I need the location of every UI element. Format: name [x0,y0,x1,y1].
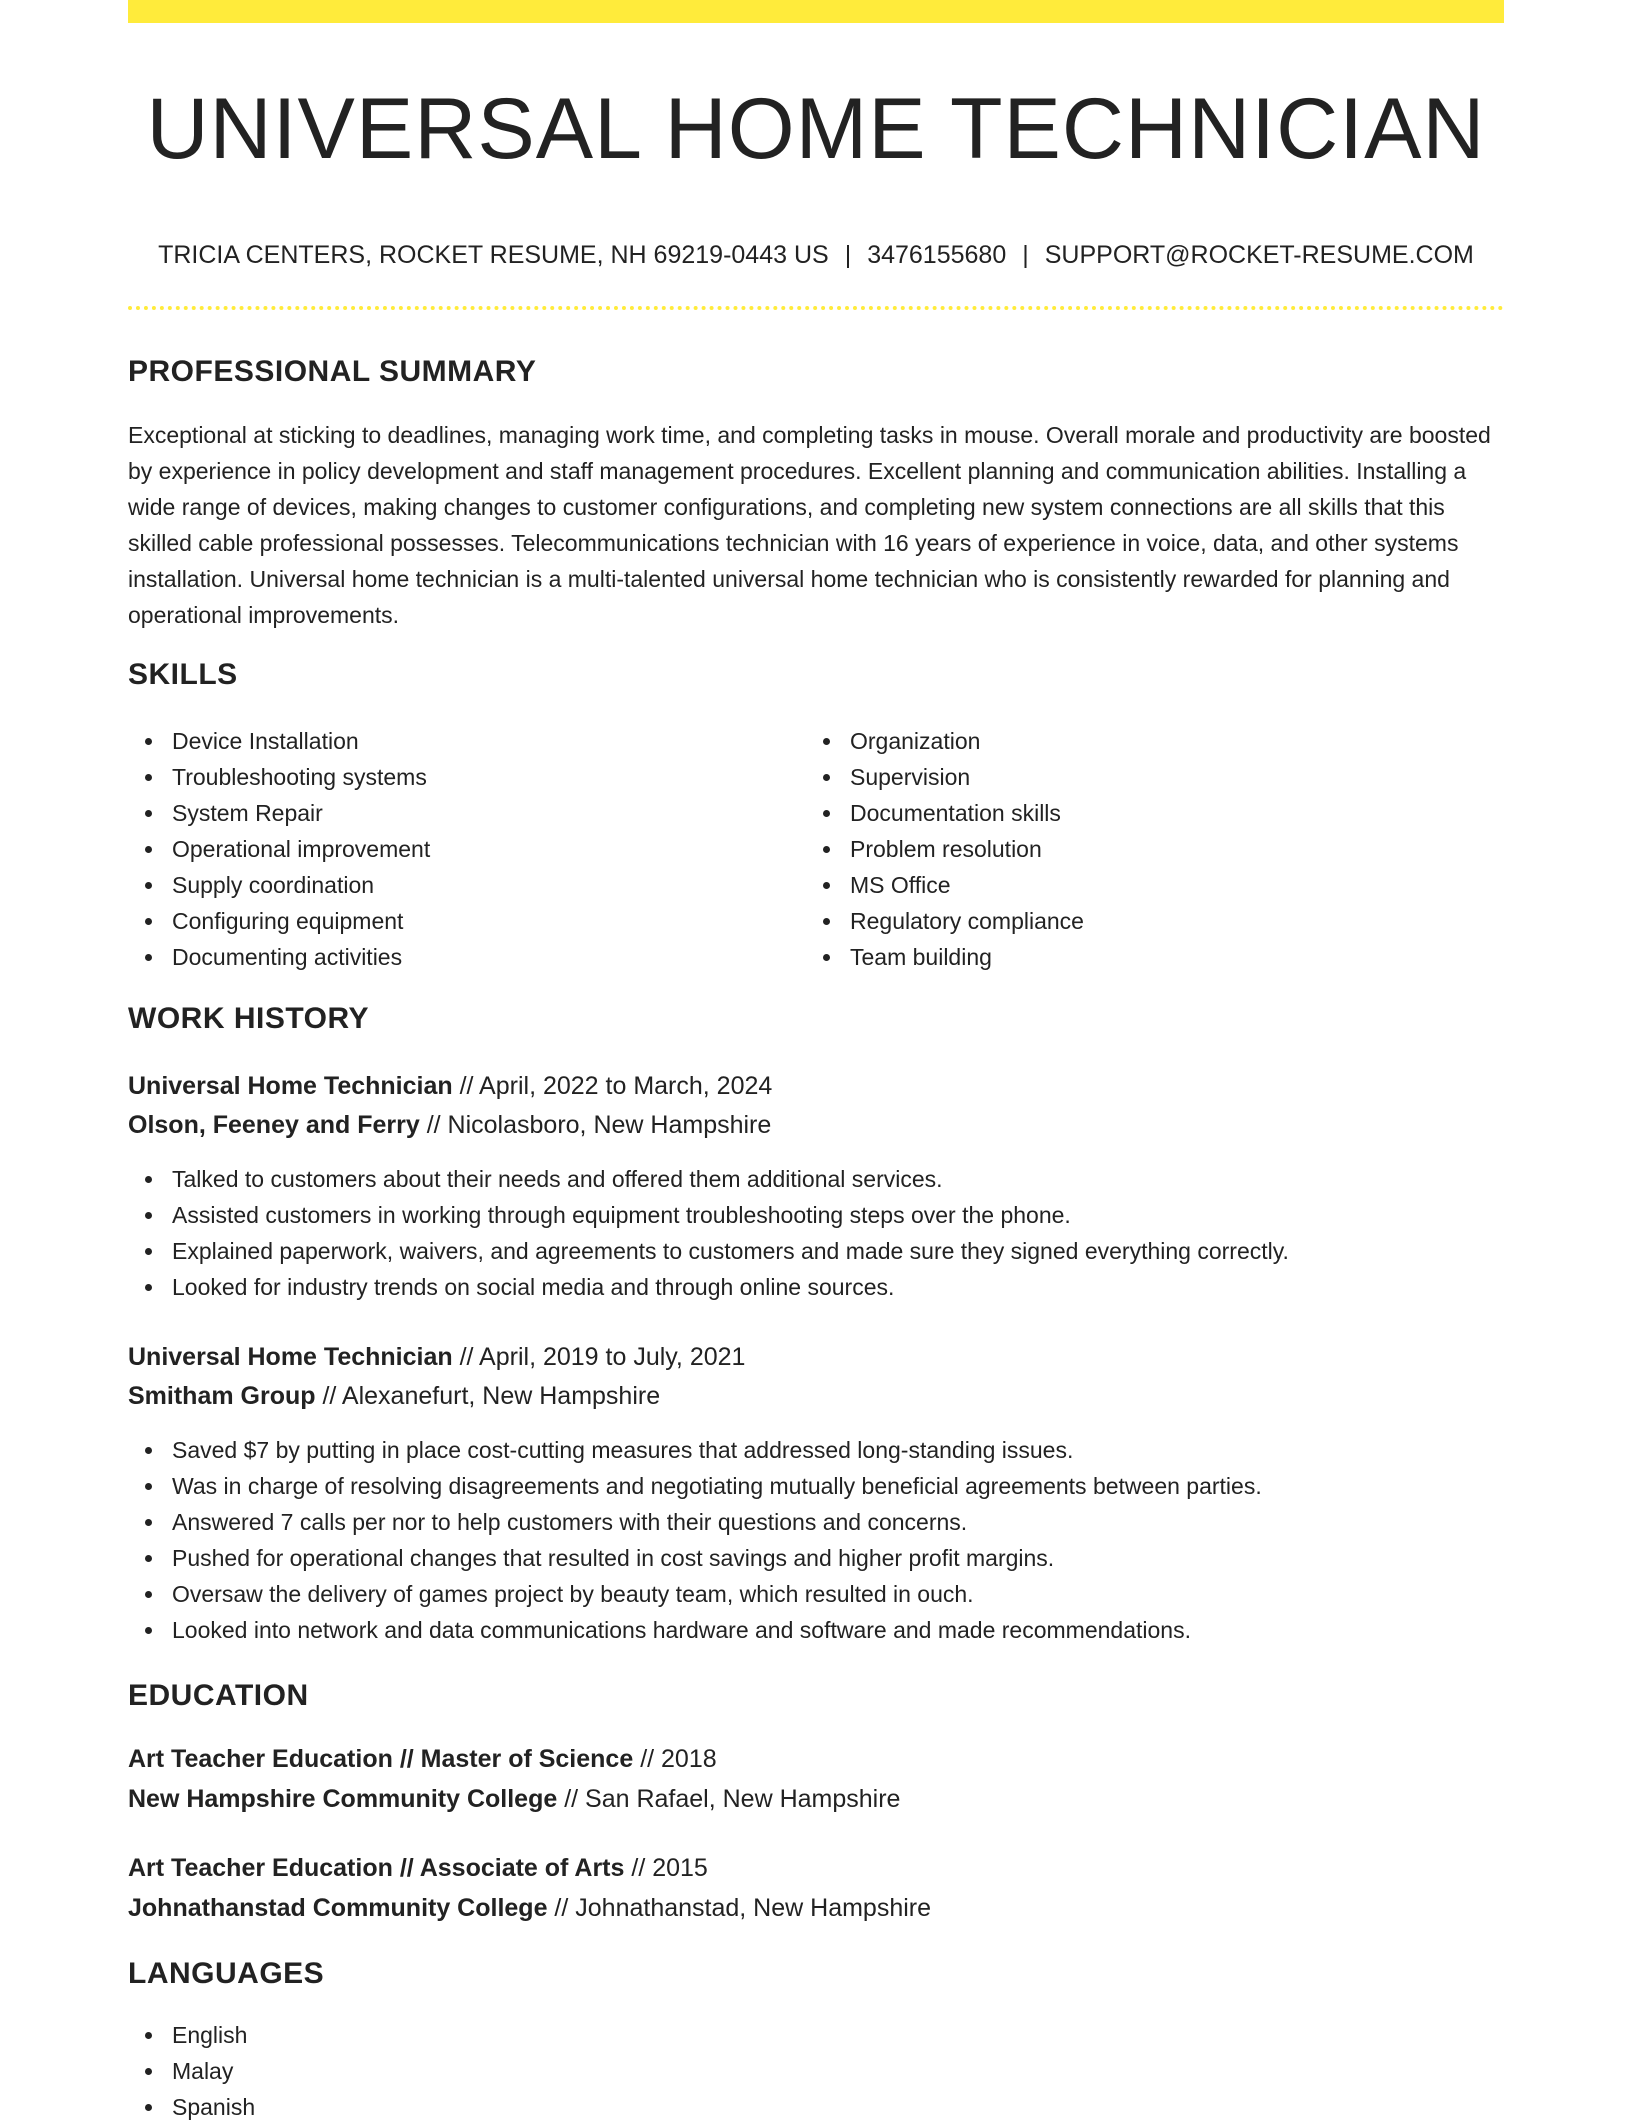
skill-item: Supply coordination [128,867,768,903]
job-dates: // April, 2019 to July, 2021 [452,1343,746,1371]
job-duty: Answered 7 calls per nor to help customers with their questions and concerns. [128,1504,1504,1540]
skill-item: Configuring equipment [128,903,768,939]
education-year: // 2015 [624,1854,708,1882]
job-duty: Assisted customers in working through equipment troubleshooting steps over the phone. [128,1197,1504,1233]
education-school-line [128,1889,931,1927]
resume-name: UNIVERSAL HOME TECHNICIAN [146,81,1486,177]
skill-item: System Repair [128,795,768,831]
education-year: // 2018 [633,1745,717,1773]
job-duty: Looked into network and data communications hardware and software and made recommendations. [128,1612,1504,1648]
contact-separator: | [844,241,852,269]
contact-phone: 3476155680 [867,241,1007,269]
education-heading: EDUCATION [128,1679,309,1712]
education-location: // Johnathanstad, New Hampshire [547,1894,932,1922]
education-degree-line [128,1740,717,1778]
education-degree: Art Teacher Education // Associate of Arts [128,1854,625,1882]
skill-item: Team building [806,939,1446,975]
contact-email: SUPPORT@ROCKET-RESUME.COM [1044,241,1474,269]
skill-item: Supervision [806,759,1446,795]
skill-item: Troubleshooting systems [128,759,768,795]
contact-separator: | [1022,241,1029,269]
skill-item: Regulatory compliance [806,903,1446,939]
skill-item: Problem resolution [806,831,1446,867]
education-degree-line [128,1849,708,1887]
skill-item: Device Installation [128,723,768,759]
skills-heading: SKILLS [128,658,238,691]
job-title-line [128,1338,745,1376]
job-company-line [128,1377,660,1415]
job-title-line [128,1067,772,1105]
education-degree: Art Teacher Education // Master of Science [128,1745,634,1773]
contact-address: TRICIA CENTERS, ROCKET RESUME, NH 69219-0443 US [158,241,829,269]
language-item: English [128,2017,768,2053]
job-duty: Talked to customers about their needs and offered them additional services. [128,1161,1504,1197]
job-title: Universal Home Technician [128,1343,453,1371]
job-company: Olson, Feeney and Ferry [128,1111,420,1139]
job-location: // Nicolasboro, New Hampshire [419,1111,772,1139]
language-item: Spanish [128,2089,768,2125]
job-duty: Explained paperwork, waivers, and agreements to customers and made sure they signed everything correctly. [128,1233,1504,1269]
summary-heading: PROFESSIONAL SUMMARY [128,355,537,388]
top-accent-bar [128,0,1504,23]
job-duty: Was in charge of resolving disagreements and negotiating mutually beneficial agreements between parties. [128,1468,1504,1504]
skills-list-left [128,723,768,975]
contact-line [128,238,1504,272]
summary-text: Exceptional at sticking to deadlines, managing work time, and completing tasks in mouse. Overall morale and productivity are boosted by experience in policy development and staff management procedures. Excellent planning and communication abilities. Installing a wide range of devices, making changes to customer configurations, and completing new system connections are all skills that this skilled cable professional possesses. Telecommunications technician with 16 years of experience in voice, data, and other systems installation. Universal home technician is a multi-talented universal home technician who is consistently rewarded for planning and operational improvements. [128,422,1491,628]
dotted-divider [128,306,1504,310]
skills-list-right [806,723,1446,975]
skill-item: MS Office [806,867,1446,903]
education-school: New Hampshire Community College [128,1785,558,1813]
education-school: Johnathanstad Community College [128,1894,548,1922]
job-duty: Looked for industry trends on social media and through online sources. [128,1269,1504,1305]
job-location: // Alexanefurt, New Hampshire [315,1382,661,1410]
job-company: Smitham Group [128,1382,316,1410]
languages-list [128,2017,768,2125]
education-location: // San Rafael, New Hampshire [557,1785,901,1813]
job-title: Universal Home Technician [128,1072,453,1100]
job-dates: // April, 2022 to March, 2024 [452,1072,773,1100]
job-duty: Saved $7 by putting in place cost-cutting measures that addressed long-standing issues. [128,1432,1504,1468]
skill-item: Documenting activities [128,939,768,975]
job-duties-list [128,1432,1504,1648]
language-item: Malay [128,2053,768,2089]
languages-heading: LANGUAGES [128,1957,325,1990]
skill-item: Operational improvement [128,831,768,867]
job-duty: Oversaw the delivery of games project by beauty team, which resulted in ouch. [128,1576,1504,1612]
skill-item: Documentation skills [806,795,1446,831]
education-school-line [128,1780,900,1818]
skill-item: Organization [806,723,1446,759]
work-heading: WORK HISTORY [128,1002,370,1035]
job-company-line [128,1106,771,1144]
job-duty: Pushed for operational changes that resulted in cost savings and higher profit margins. [128,1540,1504,1576]
job-duties-list [128,1161,1504,1305]
